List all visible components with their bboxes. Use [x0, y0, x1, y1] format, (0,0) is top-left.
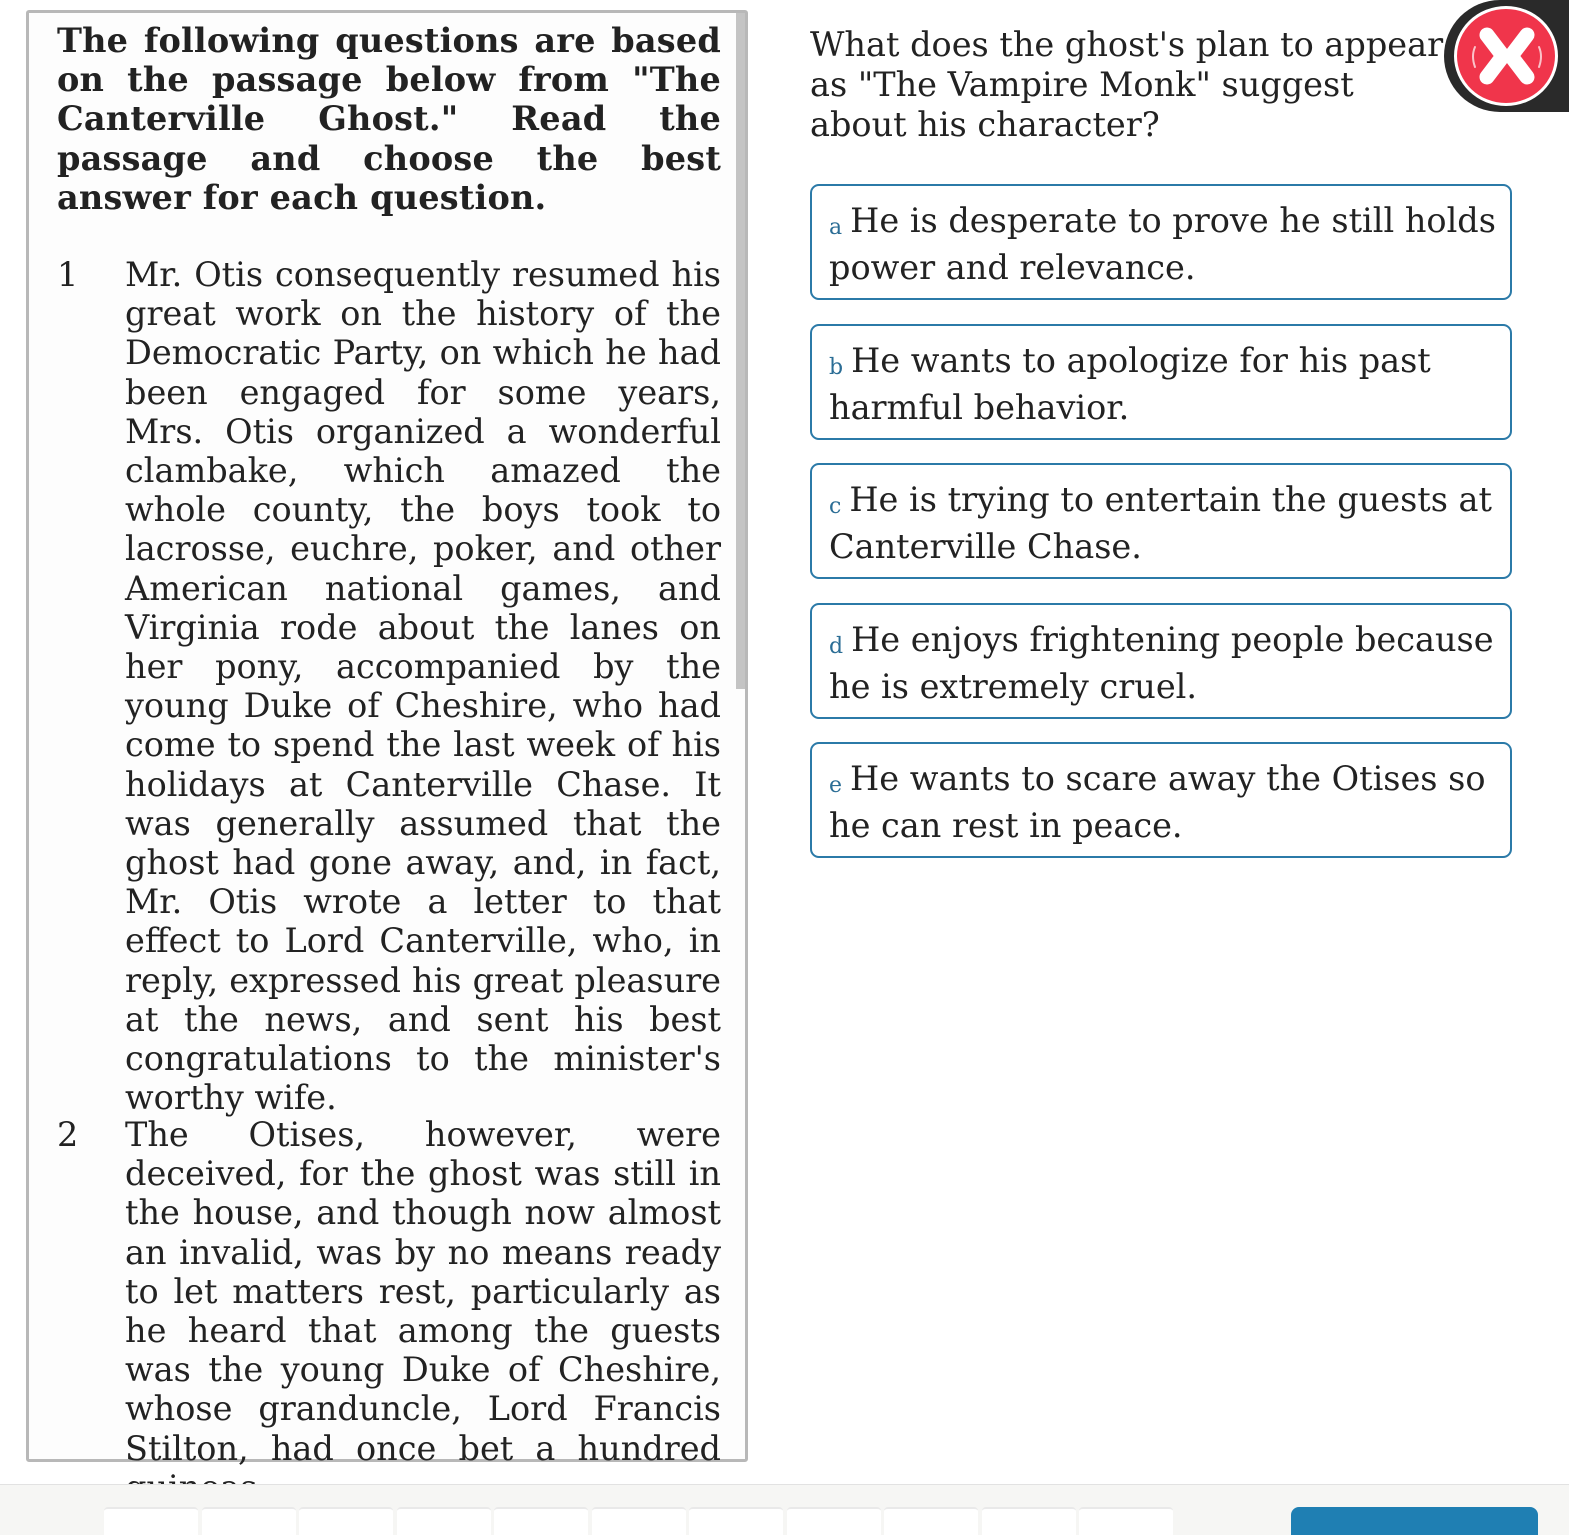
option-letter: e	[829, 773, 843, 798]
paragraph-text: The Otises, however, were deceived, for the ghost was still in the house, and though now almost an invalid, was by no means ready to let matters rest, particularly as he heard that among the guests was the young Duke of Cheshire, whose granduncle, Lord Francis Stilton, had once bet a hundred	[125, 1115, 721, 1468]
close-button[interactable]	[1454, 6, 1558, 106]
option-letter: c	[829, 494, 842, 519]
option-text: He wants to scare away the Otises so he can rest in peace.	[829, 759, 1486, 845]
answer-option-content	[829, 759, 1496, 846]
question-nav-tab[interactable]	[884, 1507, 978, 1537]
option-text: He is trying to entertain the guests at Canterville Chase.	[829, 480, 1492, 566]
option-letter: b	[829, 355, 844, 380]
question-nav-tab[interactable]	[397, 1507, 491, 1537]
answer-option-b[interactable]	[810, 324, 1512, 440]
question-nav-tab[interactable]	[787, 1507, 881, 1537]
answer-option-content	[829, 480, 1496, 567]
answer-option-c[interactable]	[810, 463, 1512, 579]
question-nav-tab[interactable]	[592, 1507, 686, 1537]
close-x-icon	[1457, 9, 1555, 103]
paragraph-number: 2	[57, 1115, 79, 1154]
passage-panel[interactable]	[26, 10, 748, 1468]
question-nav-tab[interactable]	[689, 1507, 783, 1537]
question-text: What does the ghost's plan to appear as "The Vampire Monk" suggest about his character?	[810, 25, 1444, 144]
answer-option-content	[829, 201, 1496, 288]
next-button[interactable]	[1291, 1507, 1538, 1535]
option-text: He enjoys frightening people because he is extremely cruel.	[829, 620, 1494, 706]
answer-option-a[interactable]	[810, 184, 1512, 300]
option-text: He wants to apologize for his past harmful behavior.	[829, 341, 1431, 427]
paragraph-number: 1	[57, 255, 79, 294]
option-letter: d	[829, 634, 844, 659]
question-nav-tab[interactable]	[494, 1507, 588, 1537]
answer-option-content	[829, 620, 1496, 707]
question-navigation-bar	[0, 1484, 1569, 1535]
answer-option-e[interactable]	[810, 742, 1512, 858]
question-nav-tab[interactable]	[982, 1507, 1076, 1537]
option-text: He is desperate to prove he still holds power and relevance.	[829, 201, 1496, 287]
question-nav-tab[interactable]	[299, 1507, 393, 1537]
passage-scroll-area[interactable]	[29, 13, 745, 1468]
answer-option-content	[829, 341, 1496, 428]
option-letter: a	[829, 215, 843, 240]
question-nav-tab[interactable]	[104, 1507, 198, 1537]
question-nav-tab[interactable]	[1079, 1507, 1173, 1537]
passage-instructions: The following questions are based on the passage below from "The Canterville Ghost." Read the passage and choose the best answer for each question.	[57, 21, 721, 217]
passage-scrollbar[interactable]	[736, 13, 745, 689]
answer-option-d[interactable]	[810, 603, 1512, 719]
paragraph-text: Mr. Otis consequently resumed his great work on the history of the Democratic Party, on which he had been engaged for some years, Mrs. Otis organized a wonderful clambake, which amazed the whole county, the boys took to lacrosse, euchre, poker, and other American national games, and Virginia rode about the lanes on her pony, accompanied by the young Duke of Cheshire, who had come to spend the last week of his holidays at Canterville Chase. It was generally assumed that the ghost had gone away, and, in fact, Mr. Otis wrote a letter to that effect to Lord Canterville, who, in reply, expressed his great pleasure at the news, and sent his best congratulations to the minister's worthy wife.	[125, 255, 721, 1118]
question-nav-tab[interactable]	[202, 1507, 296, 1537]
